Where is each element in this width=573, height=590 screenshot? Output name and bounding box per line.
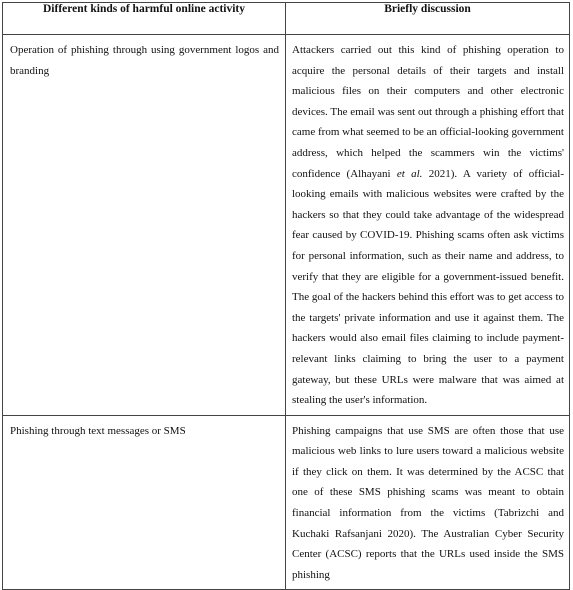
discussion-cell	[286, 35, 570, 416]
discussion-text-part1: Attackers carried out this kind of phishing operation to acquire the personal details of their targets and install malicious files on their computers and other electronic devices. The email was sent out through a phishing effort that came from what seemed to be an official-looking government address, which helped the scammers win the victims' confidence (Alhayani	[292, 44, 564, 180]
discussion-text-italic: et al.	[396, 167, 423, 180]
activity-cell	[3, 35, 286, 416]
activity-text: Phishing through text messages or SMS	[10, 424, 186, 437]
table-row	[3, 415, 570, 590]
table-header-row	[3, 3, 570, 35]
discussion-cell	[286, 415, 570, 590]
activity-text: Operation of phishing through using government logos and branding	[10, 44, 279, 77]
table-row	[3, 35, 570, 416]
column-header-discussion: Briefly discussion	[286, 3, 570, 35]
discussion-text-part2: 2021). A variety of official-looking emails with malicious websites were crafted by the hackers so that they could take advantage of the widespread fear caused by COVID-19. Phishing scams often ask victims for personal information, such as their name and address, to verify that they are eligible for a government-issued benefit. The goal of the hackers behind this effort was to get access to the targets' private information and use it against them. The hackers would also email files claiming to include payment-relevant links claiming to bring the user to a payment gateway, but these URLs were malware that was aimed at stealing the user's information.	[292, 167, 564, 407]
discussion-text	[286, 35, 569, 415]
column-header-activity: Different kinds of harmful online activity	[3, 3, 286, 35]
discussion-text: Phishing campaigns that use SMS are often those that use malicious web links to lure users toward a malicious website if they click on them. It was determined by the ACSC that one of these SMS phishing scams was meant to obtain financial information from the victims (Tabrizchi and Kuchaki Rafsanjani 2020). The Australian Cyber Security Center (ACSC) reports that the URLs used inside the SMS phishing	[292, 424, 564, 581]
activity-cell	[3, 415, 286, 590]
activity-table	[2, 2, 570, 590]
